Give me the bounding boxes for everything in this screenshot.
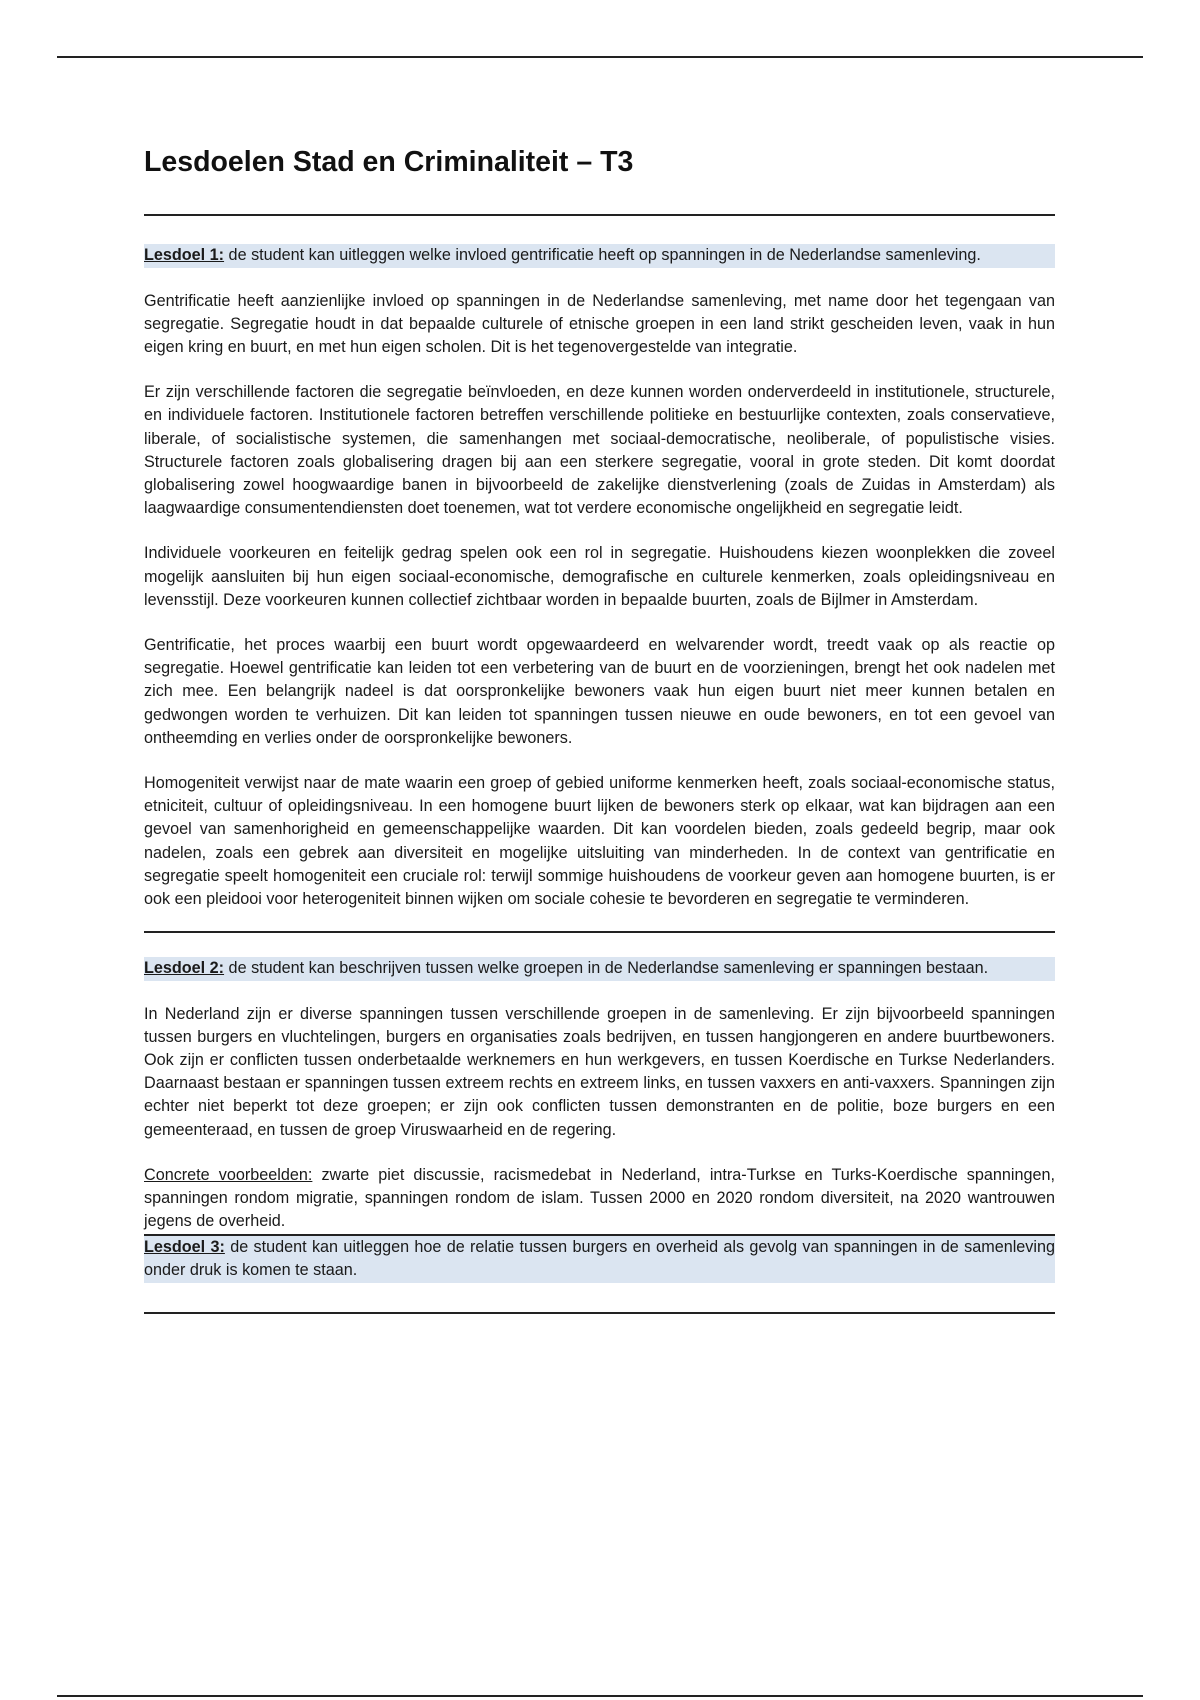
lesdoel-2-label: Lesdoel 2: (144, 959, 225, 978)
concrete-voorbeelden-label: Concrete voorbeelden: (144, 1165, 313, 1184)
lesdoel-3-label: Lesdoel 3: (144, 1237, 225, 1256)
lesdoel-2-text: de student kan beschrijven tussen welke groepen in de Nederlandse samenleving er spanningen bestaan. (224, 959, 989, 978)
lesdoel-3-heading (144, 1234, 1055, 1283)
paragraph-segregatie-factoren: Er zijn verschillende factoren die segregatie beïnvloeden, en deze kunnen worden onderverdeeld in institutionele, structurele, en individuele factoren. Institutionele factoren betreffen verschillende politieke en bestuurlijke contexten, zoals conservatieve, liberale, of socialistische systemen, die samenhangen met sociaal-democratische, neoliberale, of populistische visies. Structurele factoren zoals globalisering dragen bij aan een sterkere segregatie, vooral in grote steden. Dit komt doordat globalisering zowel hoogwaardige banen in bijvoorbeeld de zakelijke dienstverlening (zoals de Zuidas in Amsterdam) als laagwaardige consumentendiensten doet toenemen, wat tot verdere economische ongelijkheid en segregatie leidt. (144, 383, 1055, 518)
document-body (144, 140, 1055, 1314)
page-top-rule (57, 56, 1143, 58)
lesdoel-3-text: de student kan uitleggen hoe de relatie tussen burgers en overheid als gevolg van spanningen in de samenleving onder druk is komen te staan. (144, 1237, 1055, 1279)
paragraph-individuele-voorkeuren: Individuele voorkeuren en feitelijk gedrag spelen ook een rol in segregatie. Huishoudens kiezen woonplekken die zoveel mogelijk aansluiten bij hun eigen sociaal-economische, demografische en culturele kenmerken, zoals opleidingsniveau en levensstijl. Deze voorkeuren kunnen collectief zichtbaar worden in bepaalde buurten, zoals de Bijlmer in Amsterdam. (144, 544, 1055, 609)
section-divider (144, 931, 1055, 933)
paragraph-gentrificatie-proces: Gentrificatie, het proces waarbij een buurt wordt opgewaardeerd en welvarender wordt, treedt vaak op als reactie op segregatie. Hoewel gentrificatie kan leiden tot een verbetering van de buurt en de voorzieningen, brengt het ook nadelen met zich mee. Een belangrijk nadeel is dat oorspronkelijke bewoners vaak hun eigen buurt niet meer kunnen betalen en gedwongen worden te verhuizen. Dit kan leiden tot spanningen tussen nieuwe en oude bewoners, en tot een gevoel van ontheemding en verlies onder de oorspronkelijke bewoners. (144, 635, 1055, 747)
paragraph-spanningen-groepen: In Nederland zijn er diverse spanningen tussen verschillende groepen in de samenleving. Er zijn bijvoorbeeld spanningen tussen burgers en vluchtelingen, burgers en organisaties zoals bedrijven, en tussen hangjongeren en andere buurtbewoners. Ook zijn er conflicten tussen onderbetaalde werknemers en hun werkgevers, en tussen Koerdische en Turkse Nederlanders. Daarnaast bestaan er spanningen tussen extreem rechts en extreem links, en tussen vaxxers en anti-vaxxers. Spanningen zijn echter niet beperkt tot deze groepen; er zijn ook conflicten tussen demonstranten en de politie, boze burgers en een gemeenteraad, en tussen de groep Viruswaarheid en de regering. (144, 1004, 1055, 1139)
section-divider (144, 1312, 1055, 1314)
document-title: Lesdoelen Stad en Criminaliteit – T3 (144, 146, 634, 178)
concrete-voorbeelden-text: zwarte piet discussie, racismedebat in Nederland, intra-Turkse en Turks-Koerdische spanningen, spanningen rondom migratie, spanningen rondom de islam. Tussen 2000 en 2020 rondom diversiteit, na 2020 wantrouwen jegens de overheid. (144, 1165, 1055, 1231)
lesdoel-1-label: Lesdoel 1: (144, 246, 225, 264)
lesdoel-2-heading (144, 957, 1055, 981)
paragraph-concrete-voorbeelden (144, 1164, 1055, 1234)
paragraph-gentrificatie-intro: Gentrificatie heeft aanzienlijke invloed op spanningen in de Nederlandse samenleving, met name door het tegengaan van segregatie. Segregatie houdt in dat bepaalde culturele of etnische groepen in een land strikt gescheiden leven, vaak in hun eigen kring en buurt, en met hun eigen scholen. Dit is het tegenovergestelde van integratie. (144, 291, 1055, 356)
lesdoel-1-heading (144, 244, 1055, 268)
section-divider (144, 214, 1055, 216)
lesdoel-1-text: de student kan uitleggen welke invloed gentrificatie heeft op spanningen in de Nederlandse samenleving. (224, 246, 981, 264)
paragraph-homogeniteit: Homogeniteit verwijst naar de mate waarin een groep of gebied uniforme kenmerken heeft, zoals sociaal-economische status, etniciteit, cultuur of opleidingsniveau. In een homogene buurt lijken de bewoners sterk op elkaar, wat kan bijdragen aan een gevoel van samenhorigheid en gemeenschappelijke waarden. Dit kan voordelen bieden, zoals gedeeld begrip, maar ook nadelen, zoals een gebrek aan diversiteit en mogelijke uitsluiting van minderheden. In de context van gentrificatie en segregatie speelt homogeniteit een cruciale rol: terwijl sommige huishoudens de voorkeur geven aan homogene buurten, is er ook een pleidooi voor heterogeniteit binnen wijken om sociale cohesie te bevorderen en segregatie te verminderen. (144, 773, 1055, 908)
page-bottom-rule (57, 1695, 1143, 1697)
